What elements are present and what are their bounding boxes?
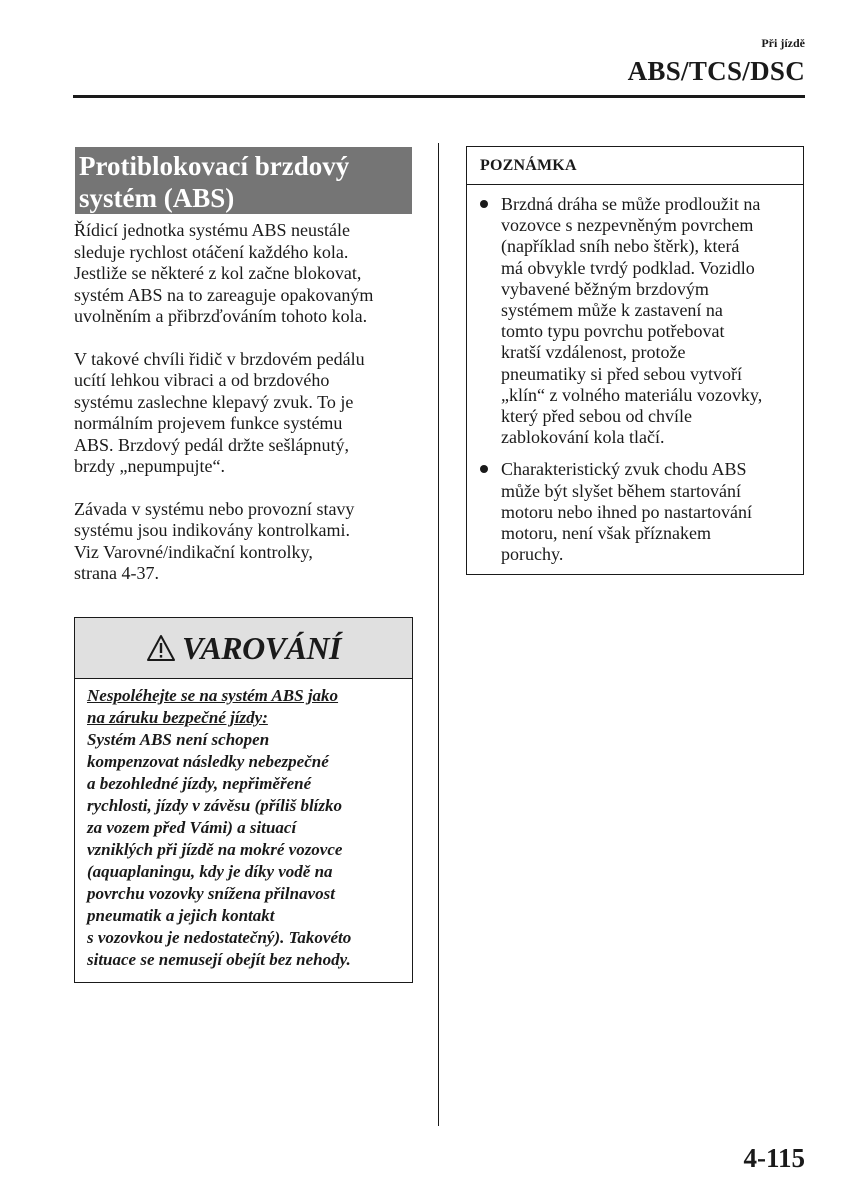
text-line: systému jsou indikovány kontrolkami.	[74, 520, 350, 540]
text-line: Charakteristický zvuk chodu ABS	[501, 459, 747, 480]
warning-line: za vozem před Vámi) a situací	[87, 818, 297, 837]
text-line: pneumatiky si před sebou vytvoří	[501, 363, 742, 384]
note-box	[466, 146, 804, 575]
warning-line: situace se nemusejí obejít bez nehody.	[87, 950, 351, 969]
warning-line: Systém ABS není schopen	[87, 730, 270, 749]
bullet-icon	[480, 200, 488, 208]
text-line: motoru nebo ihned po nastartování	[501, 501, 752, 522]
list-item	[467, 194, 793, 448]
column-divider	[438, 143, 439, 1126]
text-line: vybavené běžným brzdovým	[501, 278, 709, 299]
text-line: „klín“ z volného materiálu vozovky,	[501, 384, 763, 405]
note-list	[467, 185, 803, 565]
text-line: systém ABS na to zareaguje opakovaným	[74, 284, 374, 305]
text-line: kratší vzdálenost, protože	[501, 342, 686, 363]
text-line: má obvykle tvrdý podklad. Vozidlo	[501, 257, 755, 278]
paragraph	[74, 349, 419, 478]
text-line: ucítí lehkou vibraci a od brzdového	[74, 370, 330, 390]
text-line: uvolněním a přibrzďováním tohoto kola.	[74, 306, 368, 326]
warning-line: vzniklých při jízdě na mokré vozovce	[87, 840, 343, 859]
warning-triangle-icon	[146, 634, 176, 662]
list-item	[467, 459, 793, 565]
warning-line: povrchu vozovky snížena přilnavost	[87, 884, 335, 903]
warning-text	[75, 679, 412, 971]
page-title: ABS/TCS/DSC	[627, 56, 805, 86]
text-line: Brzdná dráha se může prodloužit na	[501, 194, 761, 214]
text-line: může být slyšet během startování	[501, 480, 741, 501]
text-line: brzdy „nepumpujte“.	[74, 456, 225, 476]
note-title: POZNÁMKA	[467, 147, 803, 185]
text-line: motoru, není však příznakem	[501, 523, 711, 544]
text-line: vozovce s nezpevněným povrchem	[501, 215, 754, 236]
text-line: V takové chvíli řidič v brzdovém pedálu	[74, 348, 365, 369]
warning-line: pneumatik a jejich kontakt	[87, 906, 275, 925]
warning-title: VAROVÁNÍ	[181, 629, 341, 666]
bullet-icon	[480, 465, 488, 473]
warning-box	[74, 617, 413, 983]
warning-line: (aquaplaningu, kdy je díky vodě na	[87, 862, 333, 881]
warning-line: s vozovkou je nedostatečný). Takovéto	[87, 928, 352, 947]
warning-lead-line: na záruku bezpečné jízdy:	[87, 708, 268, 727]
section-heading-line: systém (ABS)	[79, 183, 235, 213]
header-rule	[73, 95, 805, 98]
warning-lead-line: Nespoléhejte se na systém ABS jako	[87, 686, 339, 705]
text-line: normálním projevem funkce systému	[74, 413, 343, 433]
text-line: poruchy.	[501, 544, 564, 565]
body-text	[74, 220, 419, 606]
text-line: ABS. Brzdový pedál držte sešlápnutý,	[74, 434, 349, 455]
text-line: Jestliže se některé z kol začne blokovat,	[74, 263, 362, 283]
text-line: Viz Varovné/indikační kontrolky,	[74, 541, 313, 562]
text-line: Závada v systému nebo provozní stavy	[74, 498, 355, 519]
section-name: Při jízdě	[761, 36, 805, 50]
text-line: který před sebou od chvíle	[501, 406, 692, 427]
text-line: Řídicí jednotka systému ABS neustále	[74, 220, 350, 240]
paragraph	[74, 220, 419, 328]
page-number: 4-115	[743, 1143, 805, 1173]
paragraph	[74, 499, 419, 585]
text-line: strana 4-37.	[74, 563, 159, 583]
text-line: systému zaslechne klepavý zvuk. To je	[74, 391, 354, 412]
text-line: systémem může k zastavení na	[501, 300, 723, 321]
warning-line: a bezohledné jízdy, nepřiměřené	[87, 774, 312, 793]
text-line: (například sníh nebo štěrk), která	[501, 236, 740, 257]
warning-line: rychlosti, jízdy v závěsu (příliš blízko	[87, 796, 342, 815]
warning-line: kompenzovat následky nebezpečné	[87, 752, 329, 771]
warning-header	[75, 618, 412, 679]
text-line: sleduje rychlost otáčení každého kola.	[74, 241, 349, 262]
text-line: zablokování kola tlačí.	[501, 427, 665, 448]
text-line: tomto typu povrchu potřebovat	[501, 321, 725, 342]
section-heading-line: Protiblokovací brzdový	[79, 151, 350, 181]
section-heading	[75, 147, 412, 214]
